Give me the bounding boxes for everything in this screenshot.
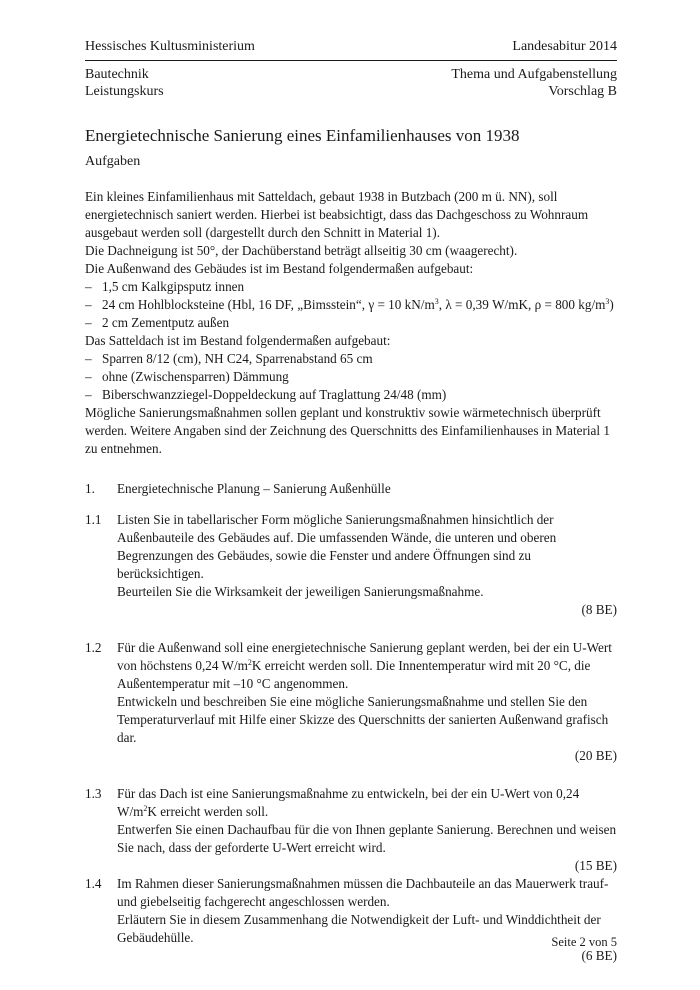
- page-header: [85, 38, 617, 56]
- wall-layer-item: [85, 278, 617, 296]
- task-1-1: [85, 511, 617, 619]
- task-points: (15 BE): [574, 858, 617, 873]
- page-number: Seite 2 von 5: [551, 935, 617, 949]
- task-1-2: [85, 639, 617, 765]
- roof-pitch-text: Die Dachneigung ist 50°, der Dachüberstand beträgt allseitig 30 cm (waagerecht).: [85, 243, 518, 258]
- exam-name: Landesabitur 2014: [512, 39, 617, 54]
- task-text-part: K erreicht werden soll. Die Innentemperatur wird mit 20 °C, die Außentemperatur mit –10 °C angenommen.: [117, 658, 591, 691]
- superscript: 3: [434, 297, 439, 306]
- exam-page: [85, 38, 617, 965]
- task-instruction: Entwickeln und beschreiben Sie eine mögliche Sanierungsmaßnahme und stellen Sie den Temperaturverlauf mit Hilfe einer Skizze des Querschnitts der sanierten Außenwand grafisch dar.: [117, 694, 609, 745]
- header-rule: [85, 60, 617, 61]
- section-number: 1.: [85, 481, 95, 496]
- task-1-3: [85, 785, 617, 875]
- section-title: Energietechnische Planung – Sanierung Außenhülle: [117, 481, 391, 496]
- task-instruction: Erläutern Sie in diesem Zusammenhang die Notwendigkeit der Luft- und Winddichtheit der Gebäudehülle.: [117, 912, 601, 945]
- task-points: (8 BE): [581, 602, 617, 617]
- superscript: 3: [605, 297, 610, 306]
- dash-marker: –: [85, 369, 92, 384]
- topic-info: [451, 66, 617, 100]
- section-heading: [85, 480, 617, 498]
- task-text-part: Für die Außenwand soll eine energietechnische Sanierung geplant werden, bei der ein U-Wert von höchstens 0,24 W/m: [117, 640, 612, 673]
- task-number: 1.2: [85, 640, 102, 655]
- roof-heading: Das Satteldach ist im Bestand folgendermaßen aufgebaut:: [85, 333, 391, 348]
- proposal-label: Vorschlag B: [548, 84, 617, 99]
- dash-marker: –: [85, 297, 92, 312]
- wall-layer-text-part: 24 cm Hohlblocksteine (Hbl, 16 DF, „Bimsstein“, γ = 10 kN/m: [102, 297, 435, 312]
- subheader: [85, 66, 617, 100]
- intro-paragraph: Ein kleines Einfamilienhaus mit Satteldach, gebaut 1938 in Butzbach (200 m ü. NN), soll energietechnisch saniert werden. Hierbei ist beabsichtigt, dass das Dachgeschoss zu Wohnraum ausgebaut werden soll (dargestellt durch den Schnitt in Material 1).: [85, 189, 589, 240]
- dash-marker: –: [85, 387, 92, 402]
- course-info: [85, 66, 164, 100]
- roof-layer-text: Biberschwanzziegel-Doppeldeckung auf Traglattung 24/48 (mm): [102, 387, 447, 402]
- document-subtitle: Aufgaben: [85, 154, 141, 169]
- wall-layer-text-part: ): [609, 297, 614, 312]
- superscript: 2: [247, 658, 252, 667]
- task-number: 1.4: [85, 876, 102, 891]
- task-text: Listen Sie in tabellarischer Form mögliche Sanierungsmaßnahmen hinsichtlich der Außenbauteile des Gebäudes auf. Die umfassenden Wände, die unteren und oberen Begrenzungen des Gebäudes, sowie die Fenster und andere Öffnungen sind zu berücksichtigen.: [117, 512, 557, 581]
- superscript: 2: [143, 804, 148, 813]
- task-points: (6 BE): [581, 948, 617, 963]
- wall-heading: Die Außenwand des Gebäudes ist im Bestand folgendermaßen aufgebaut:: [85, 261, 474, 276]
- wall-layer-text: [102, 296, 614, 314]
- task-text: [117, 639, 617, 693]
- task-text-part: Für das Dach ist eine Sanierungsmaßnahme zu entwickeln, bei der ein U-Wert von 0,24 W/m: [117, 786, 580, 819]
- wall-layer-text-part: , λ = 0,39 W/mK, ρ = 800 kg/m: [438, 297, 606, 312]
- topic-label: Thema und Aufgabenstellung: [451, 67, 617, 82]
- task-number: 1.1: [85, 512, 102, 527]
- roof-layer-text: Sparren 8/12 (cm), NH C24, Sparrenabstand 65 cm: [102, 351, 373, 366]
- task-number: 1.3: [85, 786, 102, 801]
- task-1-4: [85, 875, 617, 965]
- dash-marker: –: [85, 351, 92, 366]
- roof-layer-item: [85, 350, 617, 368]
- wall-layer-text: 1,5 cm Kalkgipsputz innen: [102, 279, 245, 294]
- roof-layer-item: [85, 368, 617, 386]
- wall-layer-item: [85, 314, 617, 332]
- wall-layer-text: 2 cm Zementputz außen: [102, 315, 230, 330]
- roof-layer-item: [85, 386, 617, 404]
- task-points: (20 BE): [574, 748, 617, 763]
- task-text: [117, 785, 617, 821]
- task-instruction: Beurteilen Sie die Wirksamkeit der jeweiligen Sanierungsmaßnahme.: [117, 584, 484, 599]
- document-title: Energietechnische Sanierung eines Einfamilienhauses von 1938: [85, 126, 520, 145]
- task-instruction: Entwerfen Sie einen Dachaufbau für die von Ihnen geplante Sanierung. Berechnen und weisen Sie nach, dass der geforderte U-Wert erreicht wird.: [117, 822, 617, 855]
- dash-marker: –: [85, 279, 92, 294]
- task-text: Im Rahmen dieser Sanierungsmaßnahmen müssen die Dachbauteile an das Mauerwerk trauf- und giebelseitig fachgerecht angeschlossen werden.: [117, 876, 609, 909]
- task-text-part: K erreicht werden soll.: [147, 804, 269, 819]
- closing-paragraph: Mögliche Sanierungsmaßnahmen sollen geplant und konstruktiv sowie wärmetechnisch überprüft werden. Weitere Angaben sind der Zeichnung des Querschnitts des Einfamilienhauses in Material 1 zu entnehmen.: [85, 405, 610, 456]
- dash-marker: –: [85, 315, 92, 330]
- subject-label: Bautechnik: [85, 67, 149, 82]
- course-level-label: Leistungskurs: [85, 84, 164, 99]
- wall-layer-item: [85, 296, 617, 314]
- intro-text: [85, 188, 617, 458]
- ministry-name: Hessisches Kultusministerium: [85, 39, 255, 54]
- roof-layer-text: ohne (Zwischensparren) Dämmung: [102, 369, 289, 384]
